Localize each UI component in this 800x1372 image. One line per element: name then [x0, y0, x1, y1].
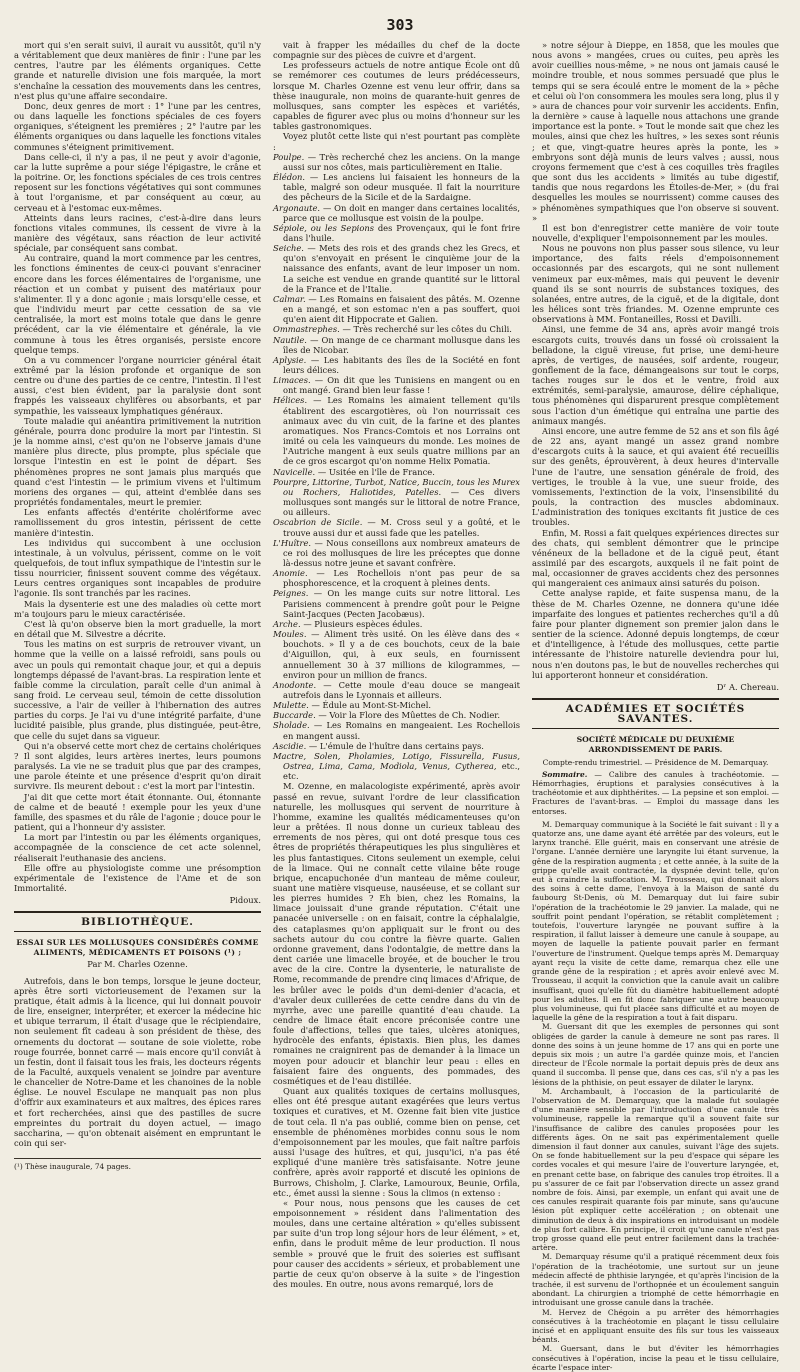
paragraph: La mort par l'intestin ou par les éléments organiques, accompagnée de la conscience de cet acte solennel, réaliserait l'euthanasie des anciens. — [14, 832, 261, 863]
list-item-text: — Voir la Flore des Mûettes de Ch. Nodier. — [318, 710, 500, 721]
paragraph: Tous les matins on est surpris de retrouver vivant, un homme que la veille on a laissé refroidi, sans pouls ou avec un pouls qui remontait chaque jour, et qui a depuis longtemps dépassé de l'avant-bras. La respiration lente et faible comme la circulation, paraît celle d'un animal à sang froid. Le cerveau seul, témoin de cette dissolution successive, a l'air de veiller à l'hibernation des autres parties du corps. Je l'ai vu d'une intégrité parfaite, d'une lucidité paisible, plus grande, plus distinguée, peut-être, que celle du sujet dans sa vigueur. — [14, 639, 261, 741]
list-item-text: — Édule au Mont-St-Michel. — [311, 700, 432, 711]
paragraph: Les individus qui succombent à une occlusion intestinale, à un volvulus, périssent, comme on le voit quelquefois, de tout influx sympathique de l'intestin sur le tissu nourricier, finissent souvent comme des végétaux. Leurs centres organiques sont incapables de produire l'agonie. Ils sont tranchés par les racines. — [14, 537, 261, 599]
column-3 — [532, 40, 779, 1372]
list-item-term: Aplysie. — [273, 354, 307, 365]
society-subtitle: Compte-rendu trimestriel. — Présidence de M. Demarquay. — [542, 757, 769, 767]
list-item-term: Calmar. — [273, 293, 306, 304]
society-paragraphs — [532, 820, 779, 1372]
list-item-text: — On doit en manger dans certaines localités, parce que ce mollusque est voisin de la poulpe. — [283, 202, 520, 223]
list-item — [273, 335, 520, 355]
list-item — [273, 203, 520, 223]
society-paragraph: M. Demarquay communique à la Société le fait suivant : Il y a quatorze ans, une dame ayant été arrêtée par des voleurs, eut le larynx tranché. Elle guérit, mais en conservant une atrésie de l'organe. L'année dernière une laryngite lui étant survenue, la gêne de la respiration augmenta ; et cette année, à la suite de la grippe qu'elle avait contractée, la dyspnée devint telle, qu'on eut à craindre la suffocation. M. Trousseau, qui donnait alors des soins à cette dame, l'envoya à la Maison de santé du faubourg St-Denis, où M. Demarquay dut lui faire subir l'opération de la trachéotomie le 29 janvier. La malade, qui ne souffrit point pendant l'opération, se rétablit complètement ; toutefois, l'ouverture laryngée ne pouvant suffire à la respiration, il fallut laisser à demeure une canule à soupape, au moyen de laquelle la patiente pouvait parler en fermant l'ouverture de l'instrument. Quelque temps après M. Demarquay ayant reçu la visite de cette dame, remarqua chez elle une grande gêne de la respiration ; et après avoir enlevé avec M. Trousseau, il acquit la conviction que la canule avait un calibre insuffisant, quoi qu'elle fût du diamètre habituellement adopté pour les adultes. Il en fit donc fabriquer une autre beaucoup plus volumineuse, qui fut placée sans difficulté et au moyen de laquelle la gêne de la respiration a tout à fait disparu. — [532, 819, 779, 1023]
list-item-text: — Aliment très usité. On les élève dans des « bouchots. » Il y a de ces bouchots, ceux de la baie d'Aiguillon, qui, à eux seuls, en fournissent annuellement 30 à 37 millions de kilogrammes, — environ pour un million de francs. — [283, 629, 521, 680]
paragraph: On a vu commencer l'organe nourricier général était extrêmé par la lésion profonde et organique de son centre ou d'une des parties de ce centre, l'intestin. Il l'est aussi, c'est bien évident, par la paralysie dont sont frappés les vaisseaux chylifères ou absorbants, et par sympathie, les vaisseaux lymphatiques généraux. — [14, 354, 261, 416]
paragraph: » notre séjour à Dieppe, en 1858, que les moules que nous avons » mangées, crues ou cuites, peu après les avoir cueillies nous-même, » ne nous ont jamais causé le moindre trouble, et nous sommes persuadé que plus le temps qui se sera écoulé entre le moment de la » pêche et celui où l'on consommera les moules sera long, plus il y » aura de chances pour voir survenir les accidents. Enfin, la dernière » cause à laquelle nous attachons une grande importance est la ponte. » Tout le monde sait que chez les moules, ainsi que chez les huîtres, » les sexes sont réunis ; et que, vingt-quatre heures après la ponte, les » embryons sont déjà munis de leurs valves ; aussi, nous croyons fermement que c'est à ces coquilles très fragiles que sont dus les accidents » limités au tube digestif, tandis que nous regardons les Étoiles-de-Mer, » (du frai desquelles les moules se nourrissent) comme causes des » phénomènes sympathiques que l'on observe si souvent. » — [532, 40, 779, 223]
list-item — [273, 619, 520, 629]
list-item-text: — L'émule de l'huître dans certains pays. — [308, 740, 484, 751]
signature-pidoux: Pidoux. — [229, 895, 261, 906]
list-item-text: — Très recherché chez les anciens. On la mange aussi sur nos côtes, mais particulièrement en Italie. — [283, 151, 520, 172]
list-item — [273, 720, 520, 740]
section-title-bibliotheque: BIBLIOTHÈQUE. — [14, 911, 261, 932]
list-item-text: — Les Romains les aimaient tellement qu'ils établirent des escargotières, où l'on nourrissait ces animaux avec du vin cuit, de la farine et des plantes aromatiques. Nos Francs-Comtois et nos Lorrains ont imité ou cela les vainqueurs du monde. Les moines de l'Autriche mangent à eux seuls quatre millions par an de ce gros escargot qu'on nomme Helix Pomatia. — [283, 395, 520, 467]
society-paragraph: M. Archambault, à l'occasion de la particularité de l'observation de M. Demarquay, que la malade fut soulagée d'une manière sensible par l'introduction d'une canule très volumineuse, rappelle la remarque qu'il a souvent faite sur l'insuffisance de calibre des canules proposées pour les différents âges. On ne sait pas expérimentalement quelle dimension il faut donner aux canules, suivant l'âge des sujets. On se fonde habituellement sur la peu d'espace qui sépare les cordes vocales et qui mesure l'aire de l'ouverture laryngée, et, en prenant cette base, on fabrique des canules trop étroites. Il a pu s'assurer de ce fait par l'observation directe un assez grand nombre de fois. Ainsi, par exemple, un enfant qui avait une de ces canules respirait quarante fois par minute, sans qu'aucune lésion pût expliquer cette accélération ; on obtenait une diminution de deux à dix inspirations en introduisant un modèle de plus fort calibre. En principe, il croit qu'une canule n'est pas trop grosse quand elle peut entrer facilement dans la trachée-artère. — [532, 1086, 779, 1253]
list-item — [273, 568, 520, 588]
list-item — [273, 680, 520, 700]
list-item — [273, 375, 520, 395]
list-item — [273, 467, 520, 477]
list-item — [273, 355, 520, 375]
list-item-text: — Mets des rois et des grands chez les Grecs, et qu'on s'envoyait en présent le cinquième jour de la naissance des enfants, avant de leur imposer un nom. La seiche est vendue en grande quantité sur le littoral de la France et de l'Italie. — [283, 243, 521, 294]
list-item-text: — Les Romains en mangeaient. Les Rochellois en mangent aussi. — [283, 720, 520, 741]
list-item-text: — Très recherché sur les côtes du Chili. — [342, 324, 512, 335]
list-item — [273, 172, 520, 202]
list-item-text: — On les mange cuits sur notre littoral. Les Parisiens commencent à prendre goût pour le Peigne Saint-Jacques (Pecten Jacobæus). — [283, 588, 520, 619]
paragraph: Les enfants affectés d'entérite cholériforme avec ramollissement du gros intestin, périssent de cette manière d'intestin. — [14, 507, 261, 538]
list-item-term: Arche. — [273, 618, 301, 629]
list-item — [273, 324, 520, 334]
list-item-term: Nautile. — [273, 334, 307, 345]
paragraph: J'ai dit que cette mort était étonnante. Oui, étonnante de calme et de beauté ! exemple pour les yeux d'une famille, des spasmes et du râle de l'agonie ; douce pour le patient, qui a l'honneur d'y assister. — [14, 791, 261, 833]
list-item — [273, 395, 520, 466]
list-item-term: L'Huître. — [273, 537, 312, 548]
paragraph: M. Ozenne, en malacologiste expérimenté, après avoir passé en revue, suivant l'ordre de leur classification naturelle, les mollusques qui servent de nourriture à l'homme, examine les qualités médicamenteuses qu'on leur a prêtées. Il nous donne un curieux tableau des errements de nos pères, qui ont doté presque tous ces êtres de propriétés thérapeutiques les plus singulières et les plus fantastiques. Citons seulement un exemple, celui de la limace. Qui ne connaît cette vilaine bête rouge brique, encapuchonée d'un manteau de même couleur, suant une matière visqueuse, nauséeuse, et se collant sur les pierres humides ? Eh bien, chez les Romains, la limace jouissait d'une grande réputation. C'était une panacée universelle : on en faisait, contre la céphalalgie, des cataplasmes qu'on appliquait sur le front ou des sachets autour du cou contre la fièvre quarte. Galien ordonne gravement, dans l'odontalgie, de mettre dans la dent cariée une limacelle broyée, et de boucher le trou avec de la cire. Contre la dysenterie, le naturaliste de Rome, recommande de prendre cinq limaces d'Afrique, de les brûler avec le poids d'un demi-denier d'acacia, et d'avaler deux cuillerées de cette cendre dans du vin de myrrhe, avec une pareille quantité d'eau chaude. La cendre de limace était encore préconisée contre une foule d'affections, telles que taies, ulcères atoniques, hydrocèle des enfants, épistaxis. Bien plus, les dames romaines ne craignirent pas de demander à la limace un moyen pour adoucir et blanchir leur peau : elles en faisaient faire des onguents, des pommades, des cosmétiques et de l'eau distillée. — [273, 781, 520, 1086]
paragraph: Donc, deux genres de mort : 1° l'une par les centres, ou dans laquelle les fonctions spéciales de ces foyers organiques, s'éteignent les premières ; 2° l'autre par les éléments organiques ou dans laquelle les fonctions vitales communes s'éteignent primitivement. — [14, 100, 261, 152]
paragraph: Au contraire, quand la mort commence par les centres, les fonctions éminentes de ceux-ci pouvant s'enraciner encore dans les forces élémentaires de l'organisme, une réaction et un combat y puisent des matériaux pour s'alimenter. Il y a donc agonie ; mais lorsqu'elle cesse, et que l'individu meurt par cette cessation de sa vie centralisée, la mort est moins totale que dans le genre précédent, car la vie élémentaire et générale, la vie commune à tous les êtres organisés, persiste encore quelque temps. — [14, 253, 261, 355]
list-item-term: Mactre, Solen, Pholamies, Lotigo, Fissurella, Fusus, Ostrea, Lima, Cama, Modiola, Venus, Cytherea, — [273, 750, 520, 772]
list-item — [273, 152, 520, 172]
list-item-term: Sépiole, ou les Sepions — [273, 222, 375, 233]
column-2 — [273, 40, 521, 1290]
list-item-text: — Les Romains en faisaient des pâtés. M. Ozenne en a mangé, et son estomac n'en a pas souffert, quoi qu'en aient dit Hippocrate et Galien. — [283, 293, 520, 325]
list-item — [273, 223, 520, 243]
list-item-text: — M. Cross seul y a goûté, et le trouve aussi dur et aussi fade que les patelles. — [283, 517, 521, 538]
section-title-academies: ACADÉMIES ET SOCIÉTÉS SAVANTES. — [532, 698, 779, 729]
paragraph: « Pour nous, nous pensons que les causes de cet empoisonnement » résident dans l'alimentation des moules, dans une certaine altération » qu'elles subissent par suite d'un trop long séjour hors de leur élément, » et, enfin, dans le produit même de leur production. Il nous semble » prouvé que le fruit des soieries est suffisant pour causer des accidents » sérieux, et probablement une partie de ceux qu'on observe à la suite » de l'ingestion des moules. En outre, nous avons remarqué, lors de — [273, 1197, 520, 1290]
column-3-paragraphs — [532, 40, 779, 680]
paragraph: Qui n'a observé cette mort chez de certains cholériques ? Il sont algides, leurs artères inertes, leurs poumons paralysés. La vie ne se traduit plus que par des crampes, une parole éteinte et une présence d'esprit qu'on dirait survivre. Ils meurent debout : c'est la mort par l'intestin. — [14, 740, 261, 792]
paragraph: Il est bon d'enregistrer cette manière de voir toute nouvelle, d'expliquer l'empoisonnement par les moules. — [532, 222, 779, 243]
list-item — [273, 700, 520, 710]
society-paragraph: M. Hervez de Chégoin a pu arrêter des hémorrhagies consécutives à la trachéotomie en plaçant le tissu cellulaire incisé et en appliquant ensuite des fils sur tous les vaisseaux béants. — [532, 1307, 779, 1345]
column-2-intro — [273, 40, 520, 152]
list-item-term: Navicelle. — [273, 466, 316, 477]
list-item — [273, 588, 520, 618]
intro-paragraph: vait à frapper les médailles du chef de la docte compagnie sur des pièces de cuivre et d'argent. — [273, 40, 520, 61]
list-item-term: Peignes. — [273, 588, 309, 599]
footnote: (¹) Thèse inaugurale, 74 pages. — [14, 1158, 261, 1172]
list-item — [273, 741, 520, 751]
list-item — [273, 710, 520, 720]
list-item-term: Hélices. — [273, 395, 308, 406]
intro-paragraph: Voyez plutôt cette liste qui n'est pourtant pas complète : — [273, 131, 520, 152]
society-title: SOCIÉTÉ MÉDICALE DU DEUXIÈME ARRONDISSEMENT DE PARIS. — [576, 735, 735, 755]
list-item-term: Seiche. — [273, 243, 304, 254]
paragraph: Dans celle-ci, il n'y a pas, il ne peut y avoir d'agonie, car la lutte suprême a pour siége l'épigastre, le crâne et la poitrine. Or, les fonctions spéciales de ces trois centres reposent sur les fonctions végétatives qui sont communes à tout l'organisme, et par conséquent au cœur, au cerveau et à l'estomac eux-mêmes. — [14, 151, 261, 213]
intro-paragraph: Les professeurs actuels de notre antique École ont dû se remémorer ces coutumes de leurs prédécesseurs, lorsque M. Charles Ozenne est venu leur offrir, dans sa thèse inaugurale, non moins de quarante-huit genres de mollusques, sans compter les espèces et variétés, capables de figurer avec plus ou moins d'honneur sur les tables gastronomiques. — [273, 60, 520, 132]
list-item-term: Argonaute. — [273, 202, 321, 213]
list-item — [273, 751, 520, 781]
list-item-text: — Les anciens lui faisaient les honneurs de la table, malgré son odeur musquée. Il fait la nourriture des pêcheurs de la Sicile et de la Sardaigne. — [283, 172, 520, 203]
list-item-text: — Cette moule d'eau douce se mangeait autrefois dans le Lyonnais et ailleurs. — [283, 679, 520, 700]
list-item — [273, 294, 520, 324]
paragraph: Ainsi, une femme de 34 ans, après avoir mangé trois escargots cuits, trouvés dans un fossé où croissaient la belladone, la ciguë vireuse, fut prise, une demi-heure après, de vertiges, de nausées, soif ardente, rougeur, gonflement de la face, démangeaisons sur tout le corps, taches rouges sur le dos et le ventre, froid aux extrémités, semi-paralysie, amaurose, délire céphalique, tous phénomènes qui disparurent presque complètement sous l'action d'un émétique qui entraîna une partie des animaux mangés. — [532, 324, 779, 426]
society-paragraph: M. Demarquay résume qu'il a pratiqué récemment deux fois l'opération de la trachéotomie, une surtout sur un jeune médecin affecté de phthisie laryngée, et qu'après l'incision de la trachée, il est survenu de l'orthopnée et un écoulement sanguin abondant. La chirurgien a triomphé de cette hémorrhagie en introduisant une grosse canule dans la trachée. — [532, 1252, 779, 1308]
signature-chereau: Dʳ A. Chereau. — [716, 681, 779, 692]
list-item-term: Pourpre, Littorine, Turbot, Natice, Buccin, tous les Murex ou Rochers, Haliotides, Patelles. — [273, 476, 520, 497]
list-item — [273, 243, 520, 294]
paragraph: Toute maladie qui anéantira primitivement la nutrition générale, pourra donc produire la mort par l'intestin. Si je la nomme ainsi, c'est qu'on ne l'observe jamais d'une manière plus directe, plus prompte, plus spéciale que lorsque l'intestin en est le point de départ. Ses phénomènes propres ne sont jamais plus marqués que quand c'est l'intestin — le primium vivens et l'ultimum moriens des organes — qui, atteint d'emblée dans ses propriétés fondamentales, meurt le premier. — [14, 415, 261, 508]
list-item-text: etc., etc. — [283, 761, 521, 782]
list-item — [273, 538, 520, 568]
list-item-term: Ascidie. — [273, 740, 307, 751]
list-item-term: Mulette. — [273, 700, 309, 711]
paragraph: C'est là qu'on observe bien la mort graduelle, la mort en détail que M. Silvestre a décrite. — [14, 618, 261, 640]
article-paragraphs — [14, 976, 261, 1149]
mollusc-list — [273, 152, 520, 782]
paragraph: Enfin, M. Rossi a fait quelques expériences directes sur des chats, qui semblent démontrer que le principe vénéneux de la belladone et de la ciguë peut, étant assimilé par des escargots, auxquels il ne fait point de mal, occasionner de graves accidents chez des personnes qui mangeraient ces animaux ainsi saturés du poison. — [532, 527, 779, 589]
paragraph: Mais la dysenterie est une des maladies où cette mort m'a toujours paru le mieux caractérisée. — [14, 598, 261, 619]
list-item-text: — Les habitants des îles de la Société en font leurs délices. — [283, 354, 520, 375]
list-item-text: — Usitée en l'île de France. — [317, 466, 435, 477]
article-paragraph: Autrefois, dans le bon temps, lorsque le jeune docteur, après être sorti victorieusement de l'examen sur la pratique, était admis à la licence, qui lui donnait pouvoir de lire, enseigner, interpréter, et exercer la médecine hic et ubique terrarum, il était d'usage que le récipiendaire, non seulement fît cadeau à son président de thèse, des ornements du doctorat — soutane de soie violette, robe rouge fourrée, bonnet carré — mais encore qu'il conviât à un festin, dont il faisait tous les frais, les docteurs régents de la Faculté, auxquels venaient se joindre par aventure le chancelier de Notre-Dame et les chanoines de la noble église. Le nouvel Esculape ne manquait pas non plus d'offrir aux examinateurs et aux maîtres, des épices rares et fort recherchées, ainsi que des pastilles de sucre empreintes du portrait du doyen actuel, — imago saccharina, — qu'on obtenait aisément en empruntant le coin qui ser- — [14, 975, 261, 1149]
paragraph: Cette analyse rapide, et faite suspensa manu, de la thèse de M. Charles Ozenne, ne donnera qu'une idée imparfaite des longues et patientes recherches qu'il a dû faire pour planter dignement son premier jalon dans le sentier de la science. Adonné depuis longtemps, de cœur et d'intelligence, à l'étude des mollusques, cette partie intéressante de l'histoire naturelle deviendra pour lui, nous n'en doutons pas, le but de nouvelles recherches qui lui apporteront honneur et considération. — [532, 588, 779, 680]
list-item-term: Anomie. — [273, 568, 308, 579]
list-item-text: — Plusieurs espèces édules. — [303, 618, 423, 629]
paragraph: Ainsi encore, une autre femme de 52 ans et son fils âgé de 22 ans, ayant mangé un assez grand nombre d'escargots cuits à la sauce, et qui avaient été recueillis sur des genêts, éprouvèrent, à deux heures d'intervalle l'une de l'autre, une sensation générale de froid, des vertiges, le trouble à la vue, une sueur froide, des vomissements, l'extinction de la voix, l'insensibilité du pouls, la contraction des muscles abdominaux. L'administration des toniques excitants fit justice de ces troubles. — [532, 425, 779, 528]
list-item-text: — Nous conseillons aux nombreux amateurs de ce roi des mollusques de lire les préceptes que donne là-dessus notre jeune et savant confrère. — [283, 537, 520, 568]
column-1 — [14, 40, 261, 1172]
list-item-term: Poulpe. — [273, 151, 305, 162]
summary-label: Sommaire. — [542, 769, 588, 779]
list-item-term: Limaces. — [273, 375, 311, 386]
paragraph: Nous ne pouvons non plus passer sous silence, vu leur importance, des faits réels d'empoisonnement occasionnés par des escargots, qui ne sont nullement venimeux par eux-mêmes, mais qui peuvent le devenir quand ils se sont nourris de substances toxiques, des solanées, entre autres, de la ciguë, et de la digitale, dont les hélices sont très friandes. M. Ozenne emprunte ces observations à MM. Fontaneilles, Rossi et Davilli. — [532, 243, 779, 325]
paragraph: Atteints dans leurs racines, c'est-à-dire dans leurs fonctions vitales communes, ils cessent de vivre à la manière des végétaux, sans réaction de leur activité spéciale, par conséquent sans combat. — [14, 212, 261, 254]
column-1-paragraphs — [14, 40, 261, 893]
list-item-term: Oscabrion de Sicile. — [273, 517, 363, 528]
article-title: ESSAI SUR LES MOLLUSQUES CONSIDÉRÉS COMME ALIMENTS, MÉDICAMENTS ET POISONS (¹) ; — [16, 938, 259, 957]
list-item — [273, 629, 520, 680]
society-paragraph: M. Guersant dit que les exemples de personnes qui sont obligées de garder la canule à demeure ne sont pas rares. Il donne des soins à un jeune homme de 17 ans qui en porte une depuis six mois ; un autre l'a gardée quinze mois, et l'ancien directeur de l'École normale la portait depuis près de deux ans quand il succomba. Il pense que, dans ces cas, s'il n'y a pas les lésions de la phthisie, on peut essayer de dilater le larynx. — [532, 1022, 779, 1087]
paragraph: Quant aux qualités toxiques de certains mollusques, elles ont été presque autant exagérées que leurs vertus toxiques et curatives, et M. Ozenne fait bien vite justice de tout cela. Il n'a pas oublié, comme bien on pense, cet ensemble de phénomènes morbides connu sous le nom d'empoisonnement par les moules, que fait naître parfois aussi l'usage des huîtres, et qui, jusqu'ici, n'a pas été expliqué d'une manière très satisfaisante. Notre jeune confrère, après avoir rapporté et discuté les opinions de Burrows, Chisholm, J. Clarke, Lamouroux, Beunie, Orfila, etc., émet aussi la sienne : Sous la climos (n extenso : — [273, 1086, 520, 1198]
list-item-term: Élédon. — [273, 172, 306, 183]
list-item-term: Sholade. — [273, 720, 310, 731]
column-2-paragraphs — [273, 781, 520, 1289]
paragraph: Elle offre au physiologiste comme une présomption expérimentale de l'existence de l'Ame et de son Immortalité. — [14, 862, 261, 893]
list-item-term: Anodonte. — [273, 679, 317, 690]
page-number: 303 — [386, 16, 414, 34]
paragraph: mort qui s'en serait suivi, il aurait vu aussitôt, qu'il n'y a véritablement que deux manières de finir : l'une par les centres, l'autre par les éléments organiques. Cette grande et naturelle division une fois marquée, la mort s'enchaîne la cessation des mouvements dans les centres, n'est plus qu'une affaire secondaire. — [14, 40, 261, 101]
list-item-term: Moules. — [273, 629, 307, 640]
society-paragraph: M. Guersant, dans le but d'éviter les hémorrhagies consécutives à l'opération, incise la peau et le tissu cellulaire, écarte l'espace inter- — [532, 1344, 779, 1372]
list-item-term: Buccarde. — [273, 710, 316, 721]
list-item-text: des Provençaux, qui le font frire dans l'huile. — [283, 222, 521, 243]
list-item-text: — On mange de ce charmant mollusque dans les îles de Nicobar. — [283, 334, 520, 355]
list-item — [273, 477, 520, 518]
article-byline: Par M. Charles Ozenne. — [87, 959, 188, 970]
summary — [532, 770, 779, 816]
list-item-term: Ommastrephes. — [273, 324, 340, 335]
list-item-text: — Les Rochellois n'ont pas peur de sa phosphorescence, et la croquent à pleines dents. — [283, 568, 520, 589]
list-item — [273, 517, 520, 537]
list-item-text: — Ces divers mollusques sont mangés sur le littoral de notre France, ou ailleurs. — [283, 486, 520, 518]
list-item-text: — On dit que les Tunisiens en mangent ou en ont mangé. Grand bien leur fasse ! — [283, 375, 520, 396]
summary-text: — Calibre des canules à trachéotomie. — Hémorrhagies, éruptions et paralysies consécutives à la trachéotomie et aux diphthérites. — La pepsine et son emploi. — Fractures de l'avant-bras. — Emploi du massage dans les entorses. — [532, 769, 779, 816]
